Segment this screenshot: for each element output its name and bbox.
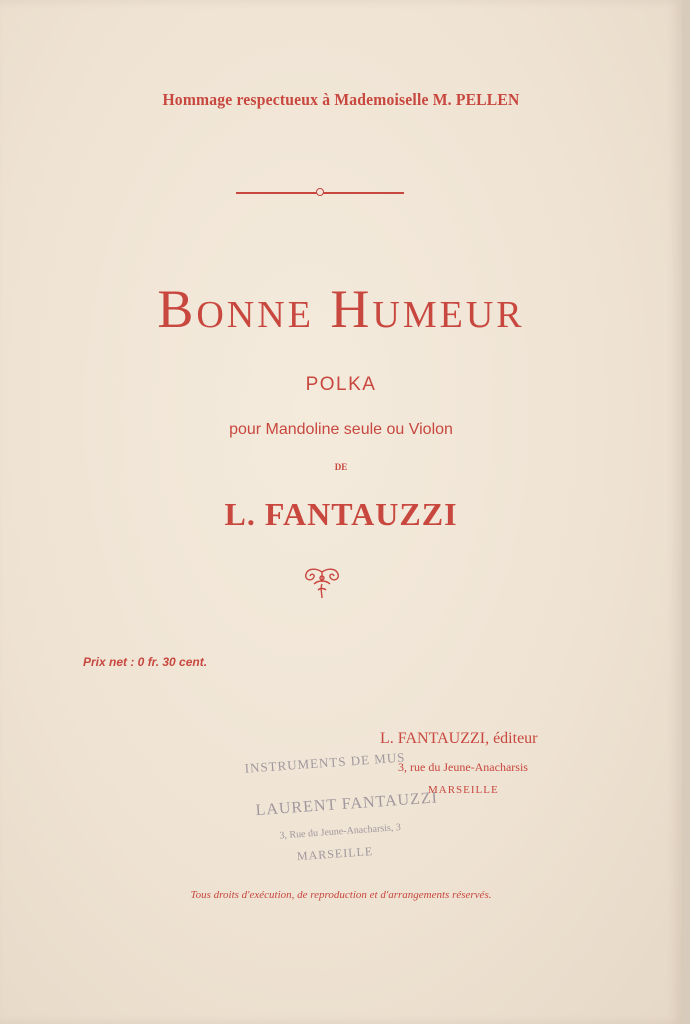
price: Prix net : 0 fr. 30 cent. <box>83 655 208 669</box>
title: Bonne Humeur <box>157 279 525 339</box>
composer: L. FANTAUZZI <box>224 496 458 532</box>
stamp-line: INSTRUMENTS DE MUS <box>244 749 406 776</box>
rights-notice: Tous droits d'exécution, de reproduction et d'arrangements réservés. <box>190 889 492 901</box>
rule-ornament-icon <box>316 188 324 196</box>
publisher-name: L. FANTAUZZI, éditeur <box>380 730 538 747</box>
stamp-line: 3, Rue du Jeune-Anacharsis, 3 <box>279 822 402 842</box>
page-edge <box>682 0 690 1024</box>
instrumentation: pour Mandoline seule ou Violon <box>229 421 453 438</box>
dedication: Hommage respectueux à Mademoiselle M. PELLEN <box>162 90 520 109</box>
stamp-line: LAURENT FANTAUZZI <box>255 789 439 820</box>
publisher-address: 3, rue du Jeune-Anacharsis <box>398 760 528 774</box>
de-label: DE <box>334 462 348 472</box>
ornament-flourish-icon <box>300 566 344 600</box>
subtitle: POLKA <box>305 374 377 395</box>
stamp-line: MARSEILLE <box>296 844 374 864</box>
publisher-city: MARSEILLE <box>428 784 499 796</box>
